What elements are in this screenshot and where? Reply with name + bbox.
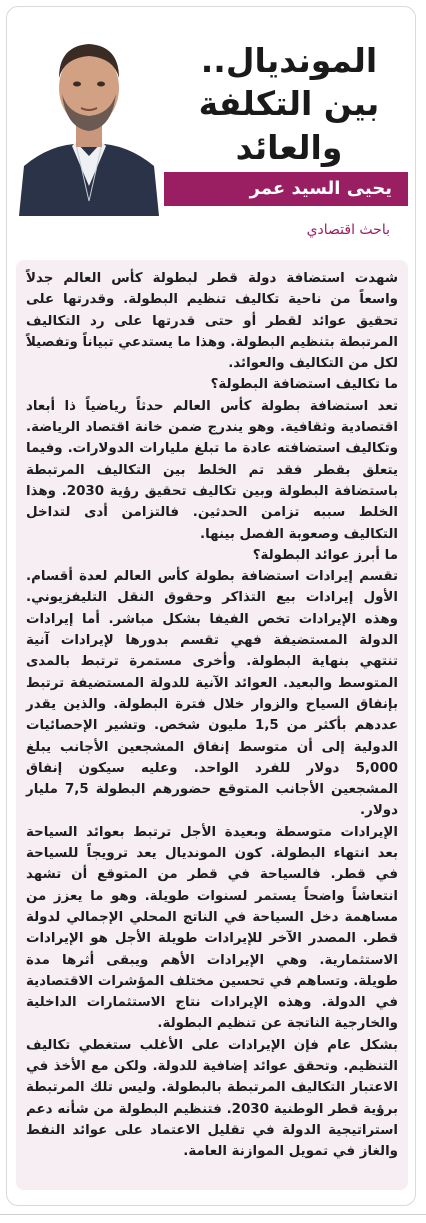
author-photo — [14, 16, 164, 216]
paragraph: بشكل عام فإن الإيرادات على الأغلب ستغطي تكاليف التنظيم. وتحقق عوائد إضافية للدولة. ولكن مع الأخذ في الاعتبار التكاليف المرتبطة بالبطولة. وليس تلك المرتبطة برؤية قطر الوطنية 2030. فتنظيم البطولة من شأنه دعم استراتيجية الدولة في تقليل الاعتماد على عوائد النفط والغاز في تمويل الموازنة العامة. — [26, 1037, 398, 1160]
article-body-panel — [16, 260, 408, 1190]
author-role: باحث اقتصادي — [306, 222, 390, 238]
title-line-1: المونديال.. — [200, 41, 378, 80]
author-name-bar — [164, 172, 408, 206]
author-name: يحيى السيد عمر — [249, 178, 392, 199]
title-line-2: بين التكلفة والعائد — [198, 84, 380, 167]
section-question: ما تكاليف استضافة البطولة؟ — [210, 377, 398, 393]
article-title — [174, 40, 404, 170]
paragraph: الإيرادات متوسطة وبعيدة الأجل ترتبط بعوائد السياحة بعد انتهاء البطولة. كون المونديال يعد ترويجاً للسياحة في قطر. فالسياحة في قطر من المتوقع أن تشهد انتعاشاً واضحاً يستمر لسنوات طويلة. وهو ما يعزز من مساهمة دخل السياحة في الناتج المحلي الإجمالي لدولة قطر. المصدر الآخر للإيرادات طويلة الأجل هو الإيرادات الاستثمارية. وهي الإيرادات الأهم ويبقى أثرها مدة طويلة. وتساهم في تحسين مختلف المؤشرات الاقتصادية في الدولة. وهذه الإيرادات نتاج الاستثمارات الداخلية والخارجية الناتجة عن تنظيم البطولة. — [26, 824, 398, 1032]
article-text — [26, 268, 398, 1162]
paragraph: تعد استضافة بطولة كأس العالم حدثاً رياضياً ذا أبعاد اقتصادية وثقافية. وهو يندرج ضمن خانة اقتصاد الرياضة. وتكاليف استضافته عادة ما تبلغ مليارات الدولارات. وفيما يتعلق بقطر فقد تم الخلط بين التكاليف المرتبطة باستضافة البطولة وبين تكاليف تحقيق رؤية 2030. وهذا الخلط سببه تزامن الحدثين. فالتزامن أدى لتداخل التكاليف وصعوبة الفصل بينها. — [26, 398, 398, 542]
page-divider — [0, 1214, 426, 1215]
paragraph: شهدت استضافة دولة قطر لبطولة كأس العالم جدلاً واسعاً من ناحية تكاليف تنظيم البطولة. وقدرتها على تحقيق عوائد لقطر أو حتى قدرتها على رد التكاليف المرتبطة بتنظيم البطولة. وهذا ما يستدعي تبياناً وتفصيلاً لكل من التكاليف والعوائد. — [26, 271, 398, 372]
section-question: ما أبرز عوائد البطولة؟ — [252, 547, 398, 563]
paragraph: تقسم إيرادات استضافة بطولة كأس العالم لعدة أقسام. الأول إيرادات بيع التذاكر وحقوق النقل التليفزيوني. وهذه الإيرادات تخص الفيفا بشكل مباشر. أما إيرادات الدولة المستضيفة فهي تقسم بدورها لإيرادات آنية تنتهي بنهاية البطولة. وأخرى مستمرة ترتبط بالمدى المتوسط والبعيد. العوائد الآنية للدولة المستضيفة ترتبط بإنفاق السياح والزوار خلال فترة البطولة. والذين يقدر عددهم بأكثر من 1,5 مليون شخص. وتشير الإحصائيات الدولية إلى أن متوسط إنفاق المشجعين الأجانب يبلغ 5,000 دولار للفرد الواحد. وعليه سيكون إنفاق المشجعين الأجانب المتوقع حضورهم البطولة 7,5 مليار دولار. — [26, 569, 398, 819]
